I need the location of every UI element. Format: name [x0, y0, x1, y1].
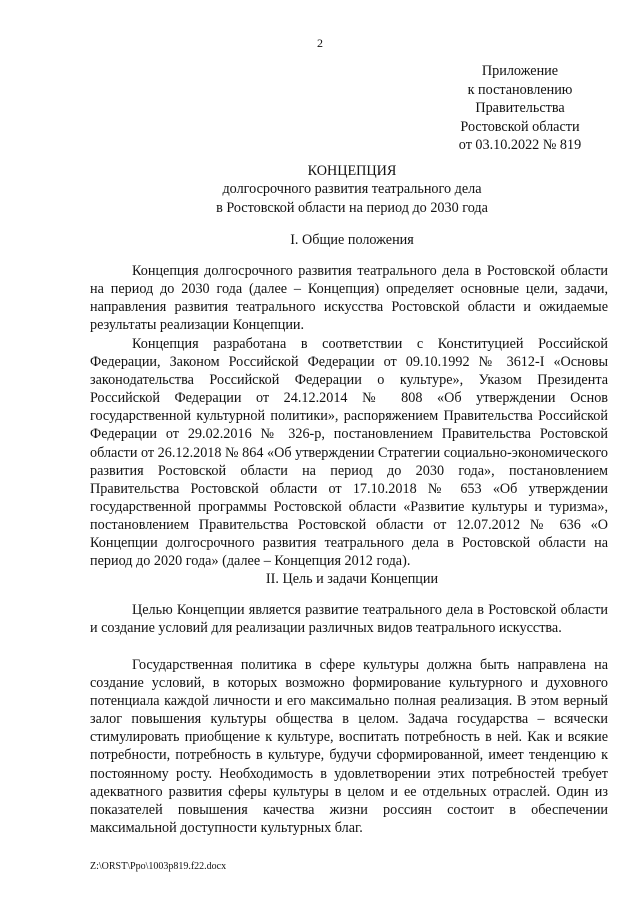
title-line: в Ростовской области на период до 2030 года	[216, 199, 488, 216]
page-number: 2	[317, 36, 323, 50]
title-line: долгосрочного развития театрального дела	[222, 181, 482, 198]
appendix-line: Приложение	[481, 63, 559, 79]
appendix-line: к постановлению	[467, 81, 573, 98]
appendix-line: Правительства	[475, 100, 565, 116]
paragraph: Концепция долгосрочного развития театрального дела в Ростовской области на период до 2030 года (далее – Концепция) определяет основные цели, задачи, направления развития театрального искусства Ростовской области и ожидаемые результаты реализации Концепции.	[90, 263, 608, 334]
document-title	[86, 162, 618, 217]
title-line: КОНЦЕПЦИЯ	[307, 163, 397, 179]
file-path-footer: Z:\ORST\Ppo\1003p819.f22.docx	[90, 861, 227, 872]
paragraph: Целью Концепции является развитие театрального дела в Ростовской области и создание условий для реализации различных видов театрального искусства.	[90, 602, 608, 637]
appendix-block	[420, 62, 620, 155]
section-heading-goals: II. Цель и задачи Концепции	[265, 571, 439, 587]
paragraph: Государственная политика в сфере культуры должна быть направлена на создание условий, в которых возможно формирование культурного и духовного потенциала каждой личности и его максимально полная реализация. В этом верный залог повышения культуры общества в целом. Задача государства – всячески стимулировать приобщение к культуре, воспитать потребность в ней. Как и всякие потребности, потребность в культуре, будучи сформированной, имеет тенденцию к постоянному росту. Необходимость в удовлетворении этих потребностей требует адекватного развития сферы культуры в целом и ее отдельных отраслей. Один из показателей повышения качества жизни россиян состоит в обеспечении максимальной доступности культурных благ.	[90, 657, 608, 836]
section-heading-general: I. Общие положения	[290, 232, 414, 248]
paragraph: Концепция разработана в соответствии с Конституцией Российской Федерации, Законом Российской Федерации от 09.10.1992 № 3612-I «Основы законодательства Российской Федерации о культуре», Указом Президента Российской Федерации от 24.12.2014 № 808 «Об утверждении Основ государственной культурной политики», распоряжением Правительства Российской Федерации от 29.02.2016 № 326-р, постановлением Правительства Ростовской области от 26.12.2018 № 864 «Об утверждении Стратегии социально-экономического развития Ростовской области на период до 2030 года», постановлением Правительства Ростовской области от 17.10.2018 № 653 «Об утверждении государственной программы Ростовской области «Развитие культуры и туризма», постановлением Правительства Ростовской области от 12.07.2012 № 636 «О Концепции долгосрочного развития театрального дела в Ростовской области на период до 2020 года» (далее – Концепция 2012 года).	[90, 336, 608, 570]
appendix-line: от 03.10.2022 № 819	[458, 137, 582, 153]
appendix-line: Ростовской области	[460, 118, 580, 135]
